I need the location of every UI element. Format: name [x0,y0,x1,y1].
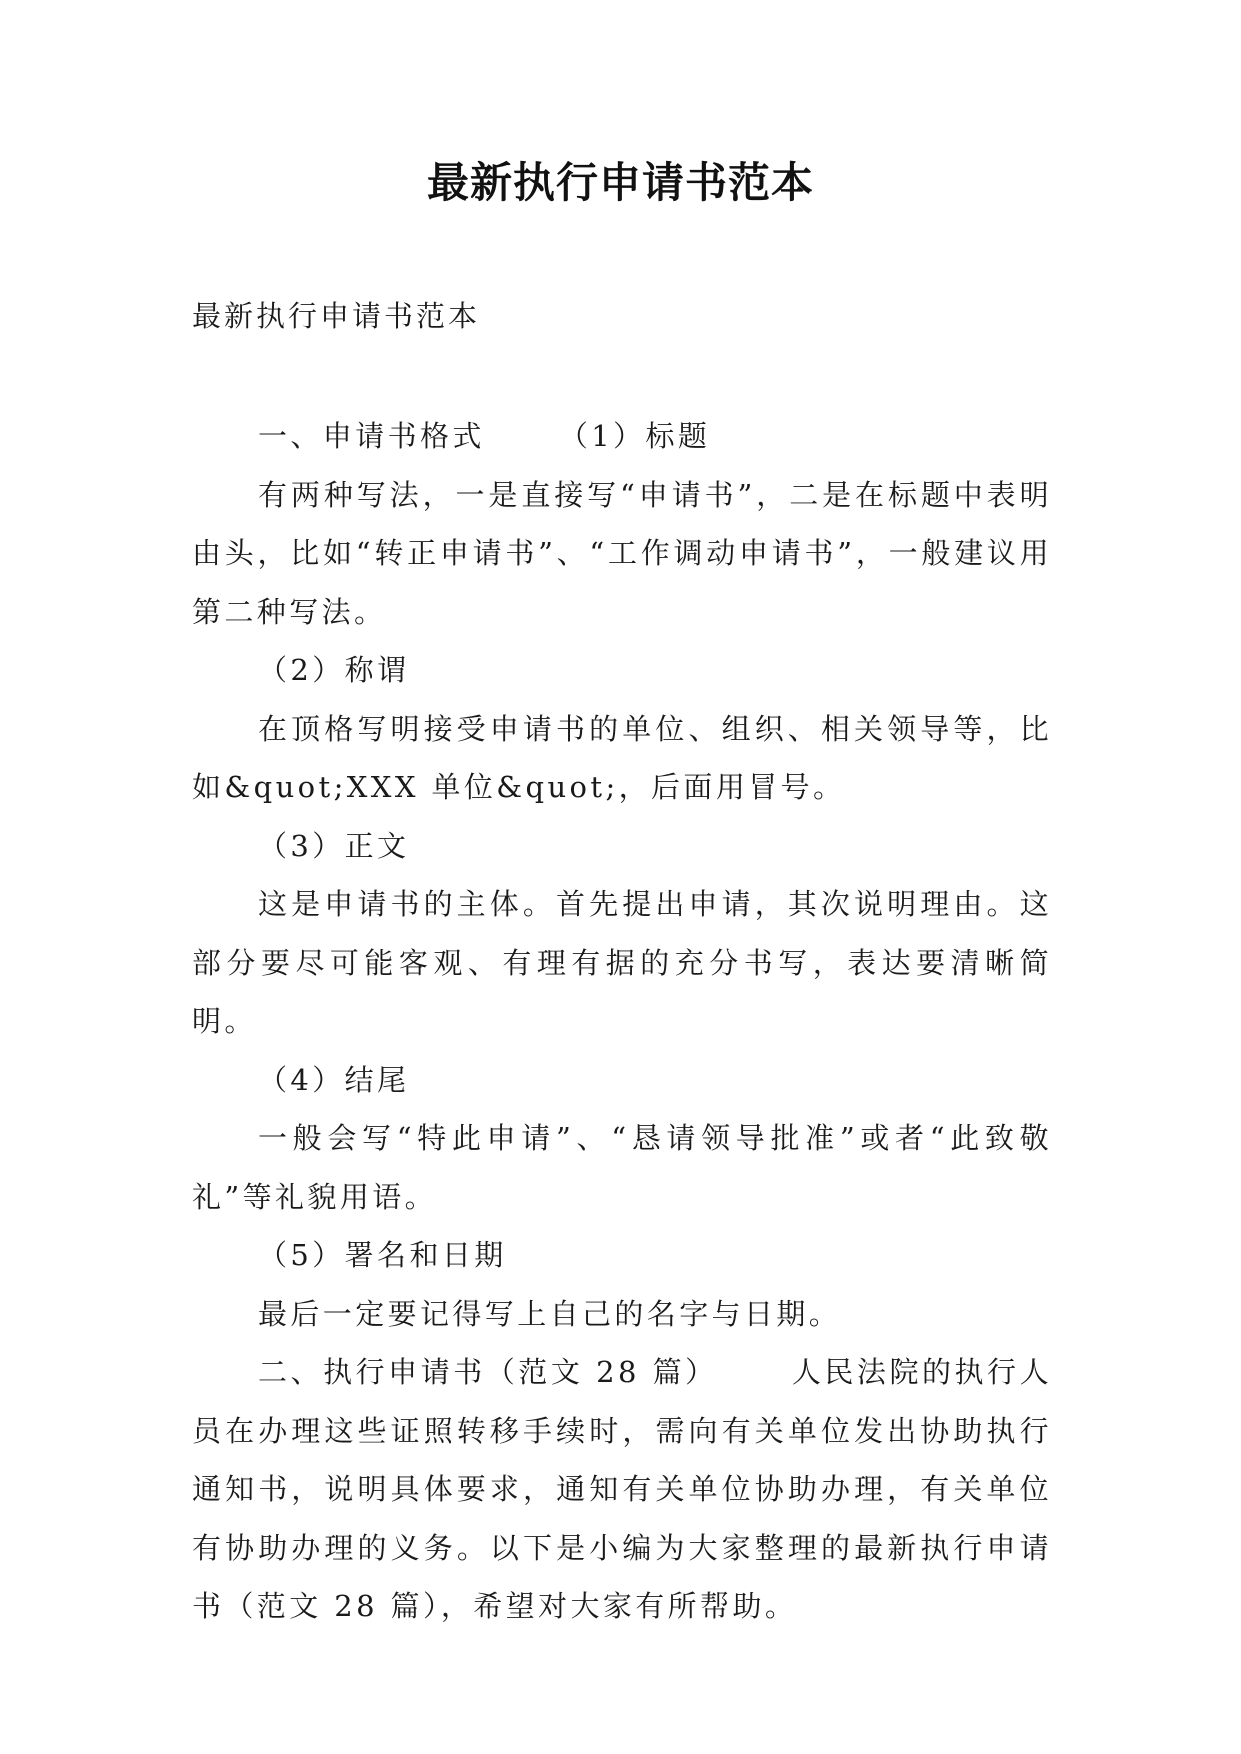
paragraph-signature: 最后一定要记得写上自己的名字与日期。 [258,1296,842,1331]
item-2-heading: （2）称谓 [258,653,410,687]
section-1-heading: 一、申请书格式 [258,419,485,453]
paragraph-title-description: 有两种写法，一是直接写“申请书”，二是在标题中表明由头，比如“转正申请书”、“工作调动申请书”，一般建议用第二种写法。 [192,477,1052,629]
document-subtitle: 最新执行申请书范本 [192,299,481,333]
paragraph-body: 这是申请书的主体。首先提出申请，其次说明理由。这部分要尽可能客观、有理有据的充分书写，表达要清晰简明。 [192,887,1052,1038]
item-4-heading: （4）结尾 [258,1062,410,1097]
document-title: 最新执行申请书范本 [426,158,814,207]
item-5-heading: （5）署名和日期 [258,1238,507,1272]
paragraph-salutation: 在顶格写明接受申请书的单位、组织、相关领导等，比如&quot;XXX 单位&quot;，后面用冒号。 [192,711,1052,804]
section-2-body: 人民法院的执行人员在办理这些证照转移手续时，需向有关单位发出协助执行通知书，说明具体要求，通知有关单位协助办理，有关单位有协助办理的义务。以下是小编为大家整理的最新执行申请书（范文 28 篇），希望对大家有所帮助。 [192,1355,1052,1623]
paragraph-ending: 一般会写“特此申请”、“恳请领导批准”或者“此致敬礼”等礼貌用语。 [192,1121,1052,1214]
document-body [192,407,1052,1636]
item-3-heading: （3）正文 [258,828,410,863]
section-2-heading: 二、执行申请书（范文 28 篇） [258,1355,718,1389]
section-2-paragraph [192,1343,1052,1636]
section-heading [192,407,1052,466]
item-1-heading: （1）标题 [558,419,711,453]
